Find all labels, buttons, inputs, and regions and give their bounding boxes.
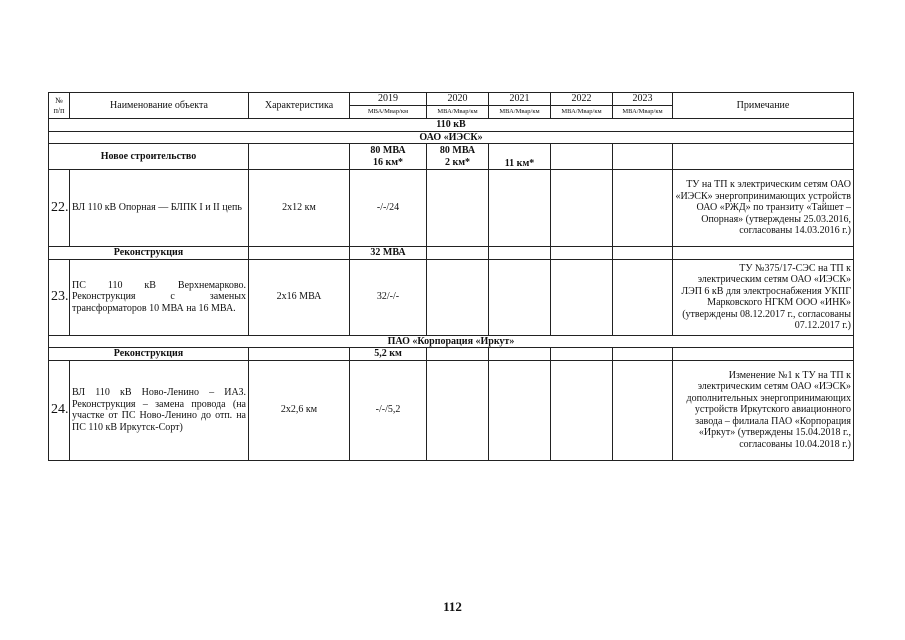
units-2020: МВА/Мвар/км — [427, 106, 489, 119]
col-num-header: № п/п — [49, 93, 70, 119]
voltage-label: 110 кВ — [49, 119, 854, 132]
row-cell — [551, 259, 613, 335]
row-cell — [427, 259, 489, 335]
section-row — [49, 348, 854, 361]
row-2019: -/-/24 — [350, 170, 427, 247]
row-cell — [427, 170, 489, 247]
org-label: ОАО «ИЭСК» — [49, 131, 854, 144]
header-row — [49, 93, 854, 106]
section-2020: 80 МВА 2 км* — [427, 144, 489, 170]
row-name: ВЛ 110 кВ Ново-Ленино – ИАЗ. Реконструкция – замена провода (на участке от ПС Ново-Ленино до отп. на ПС 110 кВ Иркутск-Сорт) — [70, 360, 249, 460]
section-row — [49, 247, 854, 260]
section-cell — [613, 144, 673, 170]
row-cell — [489, 360, 551, 460]
row-note: Изменение №1 к ТУ на ТП к электрическим сетям ОАО «ИЭСК» дополнительных энергопринимающих устройств Иркутского авиационного завода – филиала ПАО «Корпорация «Иркут» (утверждены 15.04.2018 г., согласованы 10.04.2018 г.) — [673, 360, 854, 460]
col-year-2022: 2022 — [551, 93, 613, 106]
row-cell — [551, 360, 613, 460]
row-char: 2x2,6 км — [249, 360, 350, 460]
section-cell — [427, 247, 489, 260]
row-cell — [551, 170, 613, 247]
section-row — [49, 144, 854, 170]
col-year-2020: 2020 — [427, 93, 489, 106]
row-num: 23. — [49, 259, 70, 335]
units-2022: МВА/Мвар/км — [551, 106, 613, 119]
row-2019: 32/-/- — [350, 259, 427, 335]
row-num: 22. — [49, 170, 70, 247]
section-cell — [551, 348, 613, 361]
row-2019: -/-/5,2 — [350, 360, 427, 460]
section-cell — [249, 348, 350, 361]
row-name: ПС 110 кВ Верхнемарково. Реконструкция с заменых трансформаторов 10 МВА на 16 МВА. — [70, 259, 249, 335]
section-2019: 80 МВА 16 км* — [350, 144, 427, 170]
row-cell — [613, 360, 673, 460]
org-row — [49, 335, 854, 348]
section-cell — [551, 247, 613, 260]
section-cell — [673, 348, 854, 361]
section-cell — [613, 247, 673, 260]
section-cell — [249, 144, 350, 170]
section-label: Реконструкция — [49, 247, 249, 260]
col-char-header: Характеристика — [249, 93, 350, 119]
col-year-2023: 2023 — [613, 93, 673, 106]
voltage-row — [49, 119, 854, 132]
row-char: 2x16 МВА — [249, 259, 350, 335]
section-cell — [673, 247, 854, 260]
col-year-2019: 2019 — [350, 93, 427, 106]
col-name-header: Наименование объекта — [70, 93, 249, 119]
section-cell — [551, 144, 613, 170]
org-row — [49, 131, 854, 144]
row-cell — [489, 259, 551, 335]
table-row — [49, 360, 854, 460]
row-cell — [427, 360, 489, 460]
row-note: ТУ №375/17-СЭС на ТП к электрическим сетям ОАО «ИЭСК» ЛЭП 6 кВ для электроснабжения УКПГ Марковского НГКМ ООО «ИНК» (утверждены 08.12.2017 г., согласованы 07.12.2017 г.) — [673, 259, 854, 335]
page-number: 112 — [443, 599, 462, 614]
section-cell — [427, 348, 489, 361]
section-cell — [249, 247, 350, 260]
row-name: ВЛ 110 кВ Опорная — БЛПК I и II цепь — [70, 170, 249, 247]
units-2023: МВА/Мвар/км — [613, 106, 673, 119]
row-char: 2x12 км — [249, 170, 350, 247]
row-cell — [613, 259, 673, 335]
investment-table — [48, 92, 854, 461]
section-cell — [673, 144, 854, 170]
row-cell — [613, 170, 673, 247]
section-label: Новое строительство — [49, 144, 249, 170]
section-2019: 5,2 км — [350, 348, 427, 361]
col-year-2021: 2021 — [489, 93, 551, 106]
units-2019: МВА/Мвар/км — [350, 106, 427, 119]
row-note: ТУ на ТП к электрическим сетям ОАО «ИЭСК» энергопринимающих устройств ОАО «РЖД» по транзиту «Тайшет – Опорная» (утверждены 25.03.2016, согласованы 14.03.2016 г.) — [673, 170, 854, 247]
row-cell — [489, 170, 551, 247]
section-2021: 11 км* — [489, 144, 551, 170]
units-2021: МВА/Мвар/км — [489, 106, 551, 119]
section-2019: 32 МВА — [350, 247, 427, 260]
section-cell — [613, 348, 673, 361]
table-row — [49, 170, 854, 247]
section-cell — [489, 348, 551, 361]
org-label: ПАО «Корпорация «Иркут» — [49, 335, 854, 348]
section-label: Реконструкция — [49, 348, 249, 361]
col-note-header: Примечание — [673, 93, 854, 119]
table-row — [49, 259, 854, 335]
section-cell — [489, 247, 551, 260]
row-num: 24. — [49, 360, 70, 460]
